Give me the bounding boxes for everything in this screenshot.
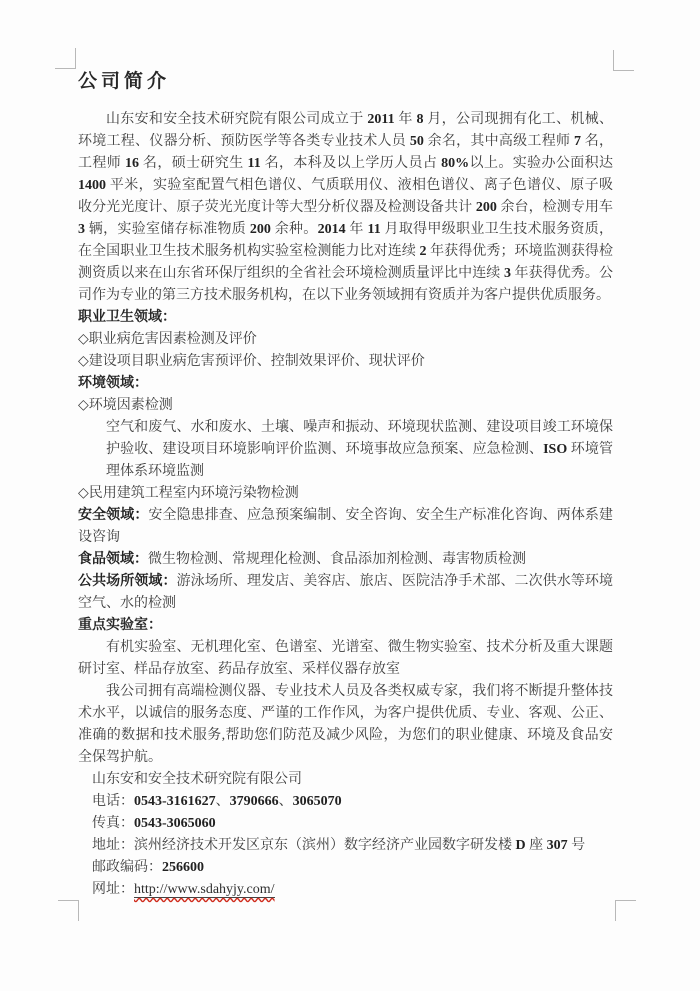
bold-text-run: 80% [441, 156, 470, 171]
occupational-item-1 [78, 329, 613, 351]
bold-text-run: 3 [503, 266, 511, 281]
text-run: 山东安和安全技术研究院有限公司成立于 [106, 112, 368, 127]
page-title: 公司简介 [78, 71, 171, 92]
fax-line [92, 813, 613, 835]
bold-text-run: 0543-3161627 [134, 794, 216, 809]
text-run: 余名，其中高级工程师 [423, 134, 574, 149]
bold-text-run: 11 [367, 222, 381, 237]
bold-text-run: 1400 [78, 178, 106, 193]
document-body [78, 70, 613, 901]
bold-text-run: 16 [125, 156, 140, 171]
text-run: 年 [345, 222, 368, 237]
text-boundary-mark-bottom-left [58, 900, 79, 921]
text-run: 年获得优秀；环境监测获得检测资质以来在山东省环保厅组织的全省社会环境检测质量评比中连续 [78, 244, 614, 281]
bold-text-run: 11 [247, 156, 261, 171]
postal-code-line [92, 857, 613, 879]
bold-text-run: 2 [419, 244, 427, 259]
bold-text-run: 2014 [317, 222, 346, 237]
text-run: 、 [215, 794, 230, 809]
text-run: 游泳场所、理发店、美容店、旅店、医院洁净手术部、二次供水等环境空气、水的检测 [78, 574, 614, 611]
bold-text-run: 200 [475, 200, 497, 215]
section-environment-heading: 环境领域： [78, 376, 148, 391]
text-run: 民用建筑工程室内环境污染物检测 [88, 486, 299, 501]
bold-text-run: 3 [78, 222, 85, 237]
text-run: 、 [278, 794, 293, 809]
contact-block [92, 769, 613, 901]
bold-text-run: 食品领域： [78, 552, 148, 567]
key-labs-paragraph: 有机实验室、无机理化室、色谱室、光谱室、微生物实验室、技术分析及重大课题研讨室、样品存放室、药品存放室、采样仪器存放室 [78, 640, 613, 677]
bold-text-run: 2011 [367, 112, 395, 127]
bold-text-run: ISO [543, 442, 568, 457]
company-name-line: 山东安和安全技术研究院有限公司 [92, 772, 302, 787]
text-run: 名，本科及以上学历人员占 [260, 156, 442, 171]
text-run: 余种。 [270, 222, 318, 237]
text-run: 职业病危害因素检测及评价 [88, 332, 257, 347]
text-run: 电话： [92, 794, 134, 809]
diamond-bullet-icon: ◇ [78, 354, 89, 369]
phone-line [92, 791, 613, 813]
bold-text-run: 200 [249, 222, 271, 237]
diamond-bullet-icon: ◇ [78, 332, 89, 347]
text-run: 辆，实验室储存标准物质 [85, 222, 250, 237]
bold-text-run: 公共场所领域： [78, 574, 177, 589]
text-run: 平米，实验室配置气相色谱仪、气质联用仪、液相色谱仪、离子色谱仪、原子吸收分光光度计、原子荧光光度计等大型分析仪器及检测设备共计 [78, 178, 613, 215]
bold-text-run: 256600 [162, 860, 204, 875]
text-run: 微生物检测、常规理化检测、食品添加剂检测、毒害物质检测 [148, 552, 526, 567]
text-run: 安全隐患排查、应急预案编制、安全咨询、安全生产标准化咨询、两体系建设咨询 [78, 508, 613, 545]
website-line [92, 879, 613, 901]
closing-paragraph: 我公司拥有高端检测仪器、专业技术人员及各类权威专家，我们将不断提升整体技术水平，以诚信的服务态度、严谨的工作作风，为客户提供优质、专业、客观、公正、准确的数据和技术服务,帮助您们防范及减少风险，为您们的职业健康、环境及食品安全保驾护航。 [78, 684, 613, 765]
environment-item-2 [78, 483, 613, 505]
text-run: 网址： [92, 882, 134, 897]
environment-detail-paragraph [106, 417, 613, 483]
bold-text-run: D [515, 838, 526, 853]
text-run: 传真： [92, 816, 134, 831]
food-paragraph [78, 549, 613, 571]
website-link[interactable]: http://www.sdahyjy.com/ [134, 882, 275, 897]
bold-text-run: 50 [409, 134, 424, 149]
section-key-labs-heading: 重点实验室： [78, 618, 162, 633]
text-run: 环境管理体系环境监测 [106, 442, 614, 479]
diamond-bullet-icon: ◇ [78, 486, 89, 501]
text-run: 号 [567, 838, 586, 853]
text-run: 月取得甲级职业卫生技术服务资质，在全国职业卫生技术服务机构实验室检测能力比对连续 [78, 222, 614, 259]
text-run: 名，硕士研究生 [139, 156, 248, 171]
text-run: 地址：滨州经济技术开发区京东（滨州）数字经济产业园数字研发楼 [92, 838, 516, 853]
bold-text-run: 307 [546, 838, 568, 853]
text-run: 空气和废气、水和废水、土壤、噪声和振动、环境现状监测、建设项目竣工环境保护验收、建设项目环境影响评价监测、环境事故应急预案、应急检测、 [106, 420, 613, 457]
text-run: 座 [525, 838, 547, 853]
bold-text-run: 3790666 [229, 794, 279, 809]
public-places-paragraph [78, 571, 613, 615]
bold-text-run: 3065070 [292, 794, 342, 809]
diamond-bullet-icon: ◇ [78, 398, 89, 413]
text-run: 以上。实验办公面积达 [469, 156, 614, 171]
bold-text-run: 7 [574, 134, 581, 149]
section-occupational-health-heading: 职业卫生领域： [78, 310, 176, 325]
bold-text-run: 8 [416, 112, 424, 127]
text-boundary-mark-top-left [55, 48, 76, 69]
text-run: 月，公司现拥有化工、机械、环境工程、仪器分析、预防医学等各类专业技术人员 [78, 112, 614, 149]
bold-text-run: 安全领域： [78, 508, 149, 523]
text-run: 年获得优秀。公司作为专业的第三方技术服务机构，在以下业务领域拥有资质并为客户提供优质服务。 [78, 266, 614, 303]
text-run: 建设项目职业病危害预评价、控制效果评价、现状评价 [88, 354, 425, 369]
text-run: 年 [394, 112, 417, 127]
text-run: 名，工程师 [78, 134, 614, 171]
text-run: 邮政编码： [92, 860, 162, 875]
bold-text-run: 0543-3065060 [134, 816, 216, 831]
safety-paragraph [78, 505, 613, 549]
text-boundary-mark-bottom-right [615, 900, 636, 921]
environment-item-1 [78, 395, 613, 417]
text-boundary-mark-top-right [613, 50, 634, 71]
text-run: 环境因素检测 [88, 398, 173, 413]
intro-paragraph [78, 109, 613, 307]
address-line [92, 835, 613, 857]
occupational-item-2 [78, 351, 613, 373]
text-run: 余台，检测专用车 [496, 200, 614, 215]
